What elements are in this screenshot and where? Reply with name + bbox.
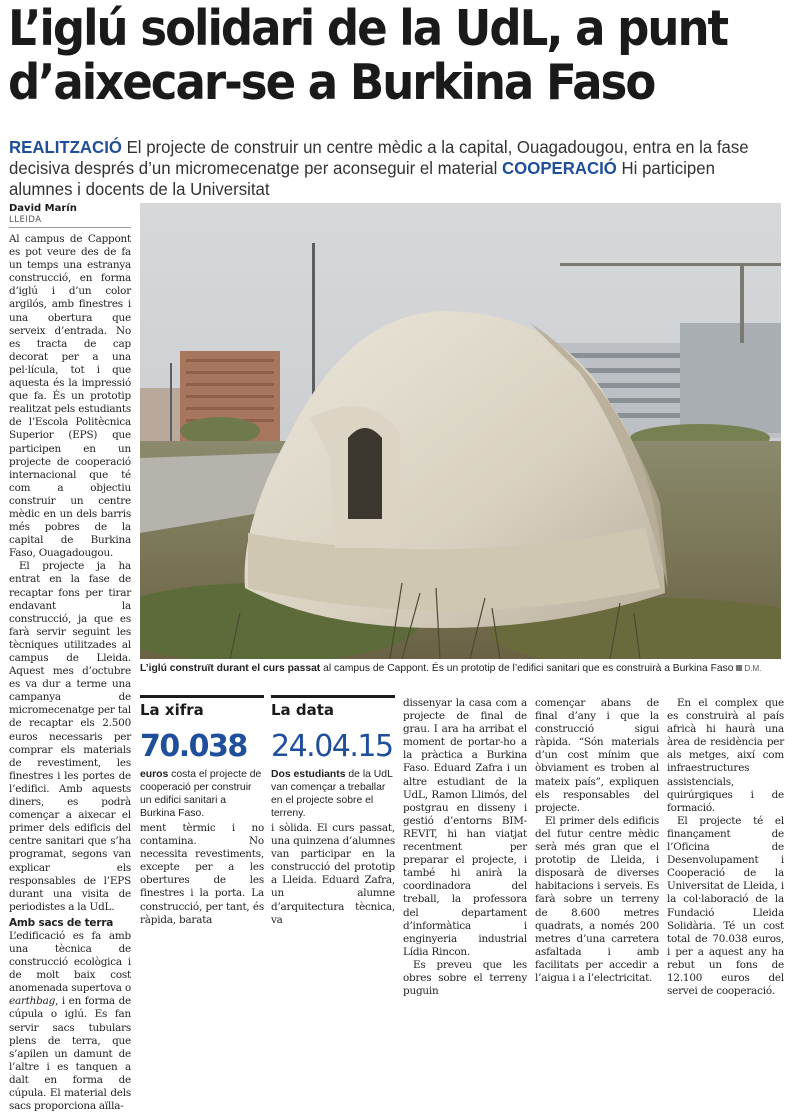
subheading: Amb sacs de terra — [9, 916, 114, 929]
headline-line-1: L’iglú solidari de la UdL, a punt — [8, 0, 728, 57]
headline — [8, 2, 729, 110]
standfirst — [9, 137, 758, 200]
photo-caption — [140, 662, 781, 675]
photo-credit: D.M. — [744, 664, 762, 673]
fact-box-title: La data — [271, 695, 395, 720]
standfirst-keyword-cooperacio: COOPERACIÓ — [502, 158, 617, 178]
paragraph: Al campus de Cappont es pot veure des de fa un temps una estranya construcció, en forma d’iglú i d’un color argilós, amb finestres i una obertura que serveix d’entrada. No es tracta de cap decorat per a una pel·lícula, tot i que aquesta és la impressió que fa. És un prototip realitzat pels estudiants de l’Escola Politècnica Superior (EPS) que participen en un projecte de cooperació internacional que té com a objectiu construir un centre mèdic en un dels barris més pobres de la capital de Burkina Faso, Ouagadougou. — [9, 233, 131, 560]
caption-lead: L’iglú construït durant el curs passat — [140, 663, 321, 674]
article-column-3 — [271, 822, 395, 927]
byline-divider — [9, 227, 131, 228]
paragraph: dissenyar la casa com a projecte de final de grau. I ara ha arribat el moment de portar-ho a la pràctica a Burkina Faso. Eduard Zafra i un altre estudiant de la UdL, Ramon Llimós, del postgrau en disseny i gestió d’entorns BIM-REVIT, hi han viatjat recentment per preparar el projecte, i també hi anirà la coordinadora del treball, la professora del departament d’informàtica i enginyeria industrial Lídia Rincon. — [403, 697, 527, 958]
fact-box-title: La xifra — [140, 695, 264, 720]
fact-box-date — [271, 695, 395, 820]
article-column-6 — [667, 697, 784, 998]
fact-box-bold: Dos estudiants — [271, 769, 346, 780]
byline — [9, 202, 131, 226]
article-column-2 — [140, 822, 264, 927]
igloo-photo — [140, 203, 781, 659]
fact-box-bold: euros — [140, 769, 169, 780]
paragraph: ment tèrmic i no contamina. No necessita revestiments, excepte per a les obertures de les finestres i la porta. La construcció, per tant, és ràpida, barata — [140, 822, 264, 926]
caption-text: al campus de Cappont. És un prototip de l’edifici sanitari que es construirà a Burkina Faso — [320, 663, 734, 674]
standfirst-keyword-realitzacio: REALITZACIÓ — [9, 137, 122, 157]
paragraph-text: , i en forma de cúpula o iglú. Es fan servir sacs tubulars plens de terra, que s’apilen un damunt de l’altre i es tanquen a dalt en forma de cúpula. El material dels sacs proporciona aïlla- — [9, 995, 131, 1113]
paragraph — [9, 930, 131, 1113]
fact-box-figure — [140, 695, 264, 820]
standfirst-text-2: Hi participen alumnes i docents de la Universitat — [9, 158, 715, 199]
paragraph-text: L’edificació es fa amb una tècnica de construcció ecològica i de molt baix cost anomenada supertova o — [9, 929, 131, 995]
paragraph-emphasis: earthbag — [9, 995, 56, 1008]
author-name: David Marín — [9, 203, 77, 214]
paragraph: i sòlida. El curs passat, una quinzena d’alumnes van participar en la construcció del prototip a Lleida. Eduard Zafra, un alumne d’arquitectura tècnica, va — [271, 822, 395, 926]
fact-box-date-value: 24.04.15 — [271, 729, 393, 764]
fact-box-body: de la UdL van començar a treballar en el projecte sobre el terreny. — [271, 769, 393, 819]
fact-box-text — [140, 768, 264, 820]
fact-box-number: 70.038 — [140, 729, 247, 764]
author-city: LLEIDA — [9, 215, 42, 225]
standfirst-text-1: El projecte de construir un centre mèdic a la capital, Ouagadougou, entra en la fase decisiva després d’un micromecenatge per aconseguir el material — [9, 137, 749, 178]
article-column-4 — [403, 697, 527, 998]
paragraph: El projecte té el finançament de l’Oficina de Desenvolupament i Cooperació de la Universitat de Lleida, i la col·laboració de la Fundació Lleida Solidària. Té un cost total de 70.038 euros, i per a aquest any ha rebut un fons de 12.100 euros del servei de cooperació. — [667, 814, 784, 998]
paragraph: Es preveu que les obres sobre el terreny puguin — [403, 958, 527, 998]
fact-box-text — [271, 768, 395, 820]
paragraph: El primer dels edificis del futur centre mèdic serà més gran que el prototip de Lleida, i disposarà de diverses habitacions i serveis. Es farà sobre un terreny de 8.600 metres quadrats, a només 200 metres d’una carretera asfaltada i amb facilitats per accedir a l’aigua i a l’electricitat. — [535, 814, 659, 984]
paragraph: El projecte ja ha entrat en la fase de recaptar fons per tirar endavant la construcció, ja que es farà servir seguint les tècniques utilitzades al campus de Lleida. Aquest mes d’octubre es va dur a terme una campanya de micromecenatge per tal de recaptar els 2.500 euros necessaris per comprar els materials de revestiment, les finestres i les portes de l’edifici. Amb aquests diners, es podrà començar a aixecar el primer dels edificis del centre sanitari que s’ha programat, segons van explicar els responsables de l’EPS durant una visita de periodistes a la UdL. — [9, 560, 131, 913]
headline-line-2: d’aixecar-se a Burkina Faso — [8, 54, 655, 111]
article-column-1 — [9, 233, 131, 1113]
paragraph: En el complex que es construirà al país africà hi haurà una àrea de residència per als metges, així com infraestructures assistencials, quirúrgiques i de formació. — [667, 697, 784, 814]
paragraph: començar abans de final d’any i que la construcció sigui ràpida. “Són materials d’un cost mínim que òbviament es troben al mateix país”, expliquen els responsables del projecte. — [535, 697, 659, 814]
fact-box-body: costa el projecte de cooperació per construir un edifici sanitari a Burkina Faso. — [140, 769, 262, 819]
article-photo — [140, 203, 781, 659]
article-column-5 — [535, 697, 659, 985]
caption-square-icon — [736, 665, 742, 671]
